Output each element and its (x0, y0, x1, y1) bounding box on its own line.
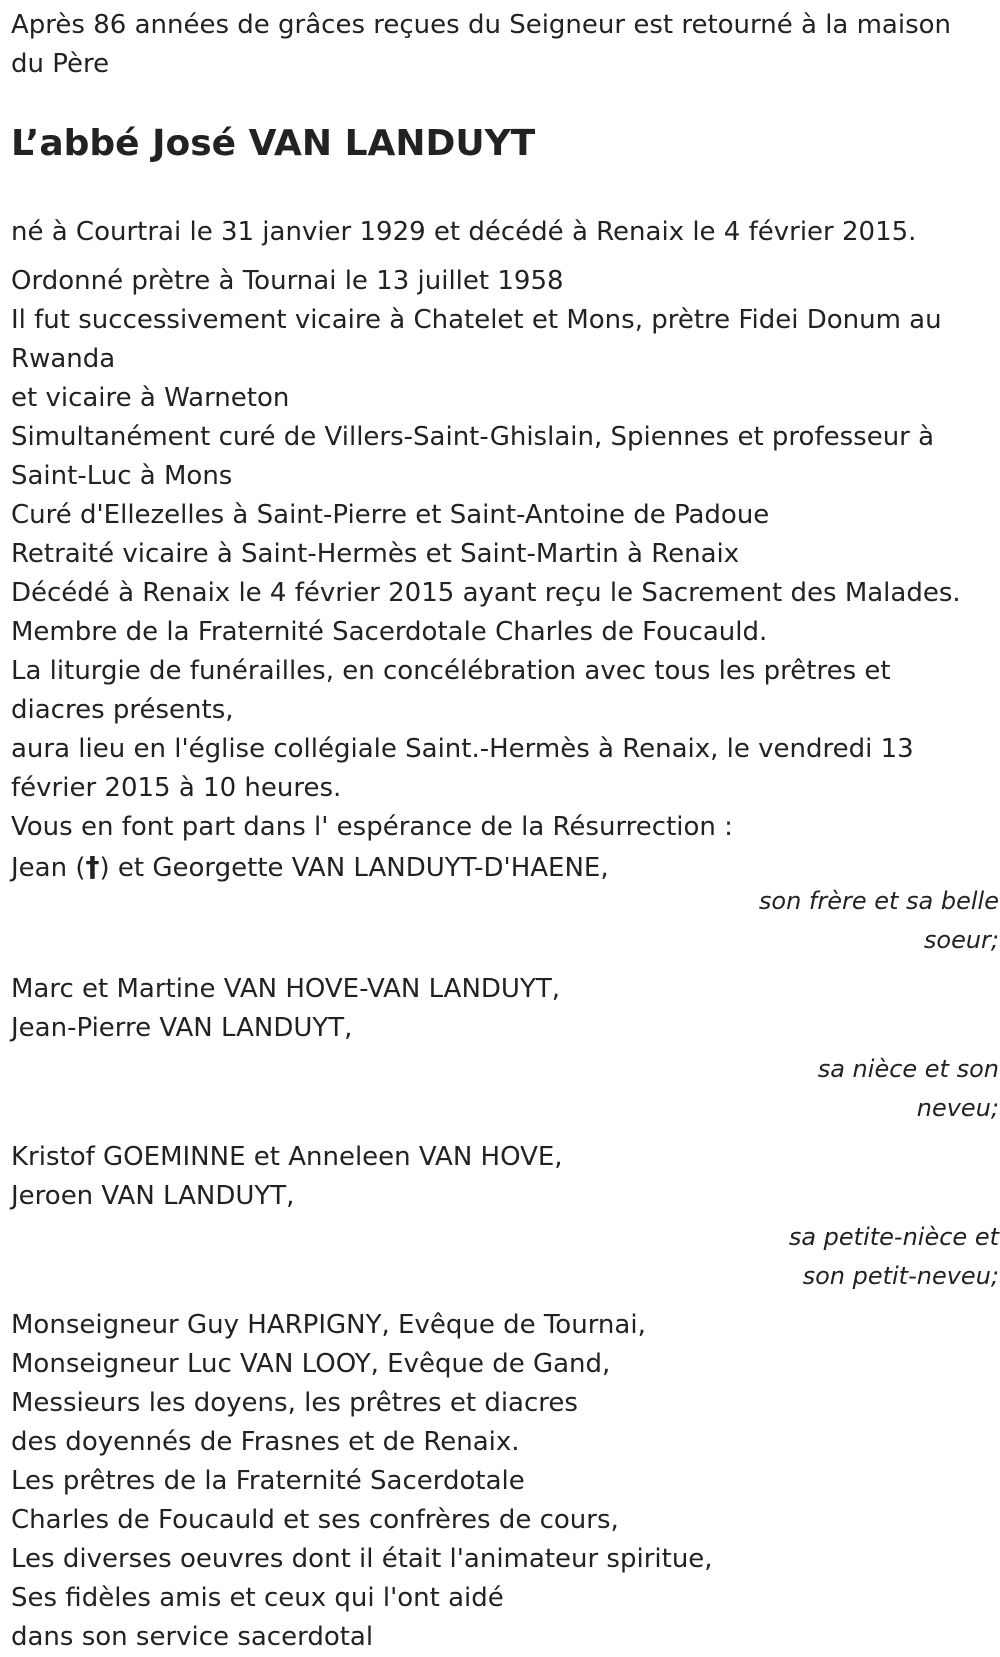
obituary-body (11, 262, 999, 1657)
family-member-line: Marc et Martine VAN HOVE-VAN LANDUYT, (11, 974, 560, 1004)
relation-label: sa nièce et son neveu; (817, 1055, 999, 1122)
biography-line: Vous en font part dans l' espérance de la Résurrection : (11, 812, 733, 842)
closing-line: Charles de Foucauld et ses confrères de cours, (11, 1505, 619, 1535)
relation-label: sa petite-nièce et son petit-neveu; (788, 1223, 999, 1290)
closing-line: Les diverses oeuvres dont il était l'animateur spiritue, (11, 1544, 713, 1574)
biography-line: Retraité vicaire à Saint-Hermès et Saint-Martin à Renaix (11, 539, 740, 569)
biography-line: Décédé à Renaix le 4 février 2015 ayant reçu le Sacrement des Malades. (11, 578, 961, 608)
biography-line: aura lieu en l'église collégiale Saint.-Hermès à Renaix, le vendredi 13 février 2015 à 10 heures. (11, 734, 922, 803)
closing-list (11, 1306, 986, 1657)
family-member-line: Kristof GOEMINNE et Anneleen VAN HOVE, (11, 1142, 563, 1172)
biography-line: Membre de la Fraternité Sacerdotale Charles de Foucauld. (11, 617, 768, 647)
birth-death-line: né à Courtrai le 31 janvier 1929 et décédé à Renaix le 4 février 2015. (11, 217, 917, 247)
family-group-niece-nephew (11, 970, 999, 1128)
closing-line: des doyennés de Frasnes et de Renaix. (11, 1427, 520, 1457)
cross-icon: † (85, 850, 100, 883)
family-member-line: Jeroen VAN LANDUYT, (11, 1181, 295, 1211)
closing-line: dans son service sacerdotal (11, 1622, 374, 1652)
obituary-page (11, 6, 999, 1652)
family-member-suffix: ) et Georgette VAN LANDUYT-D'HAENE, (99, 853, 609, 883)
family-member-line: Jean-Pierre VAN LANDUYT, (11, 1013, 353, 1043)
biography-line: Curé d'Ellezelles à Saint-Pierre et Saint-Antoine de Padoue (11, 500, 770, 530)
closing-line: Les prêtres de la Fraternité Sacerdotale (11, 1466, 525, 1496)
intro-text: Après 86 années de grâces reçues du Seigneur est retourné à la maison du Père (11, 10, 952, 79)
closing-line: Monseigneur Luc VAN LOOY, Evêque de Gand, (11, 1349, 611, 1379)
biography-line: et vicaire à Warneton (11, 383, 290, 413)
closing-line: Monseigneur Guy HARPIGNY, Evêque de Tournai, (11, 1310, 646, 1340)
family-group-brother (11, 847, 999, 960)
family-group-grand-niece-nephew (11, 1138, 999, 1296)
biography-line: Il fut successivement vicaire à Chatelet et Mons, prètre Fidei Donum au Rwanda (11, 305, 950, 374)
closing-line: Ses fidèles amis et ceux qui l'ont aidé (11, 1583, 504, 1613)
biography-line: Ordonné prètre à Tournai le 13 juillet 1958 (11, 266, 564, 296)
closing-line: Messieurs les doyens, les prêtres et diacres (11, 1388, 578, 1418)
biography-line: Simultanément curé de Villers-Saint-Ghislain, Spiennes et professeur à Saint-Luc à Mons (11, 422, 943, 491)
biography-line: La liturgie de funérailles, en concélébration avec tous les prêtres et diacres présents, (11, 656, 899, 725)
family-member-prefix: Jean ( (11, 853, 86, 883)
relation-label: son frère et sa belle soeur; (758, 887, 999, 954)
deceased-name: L’abbé José VAN LANDUYT (11, 123, 536, 164)
